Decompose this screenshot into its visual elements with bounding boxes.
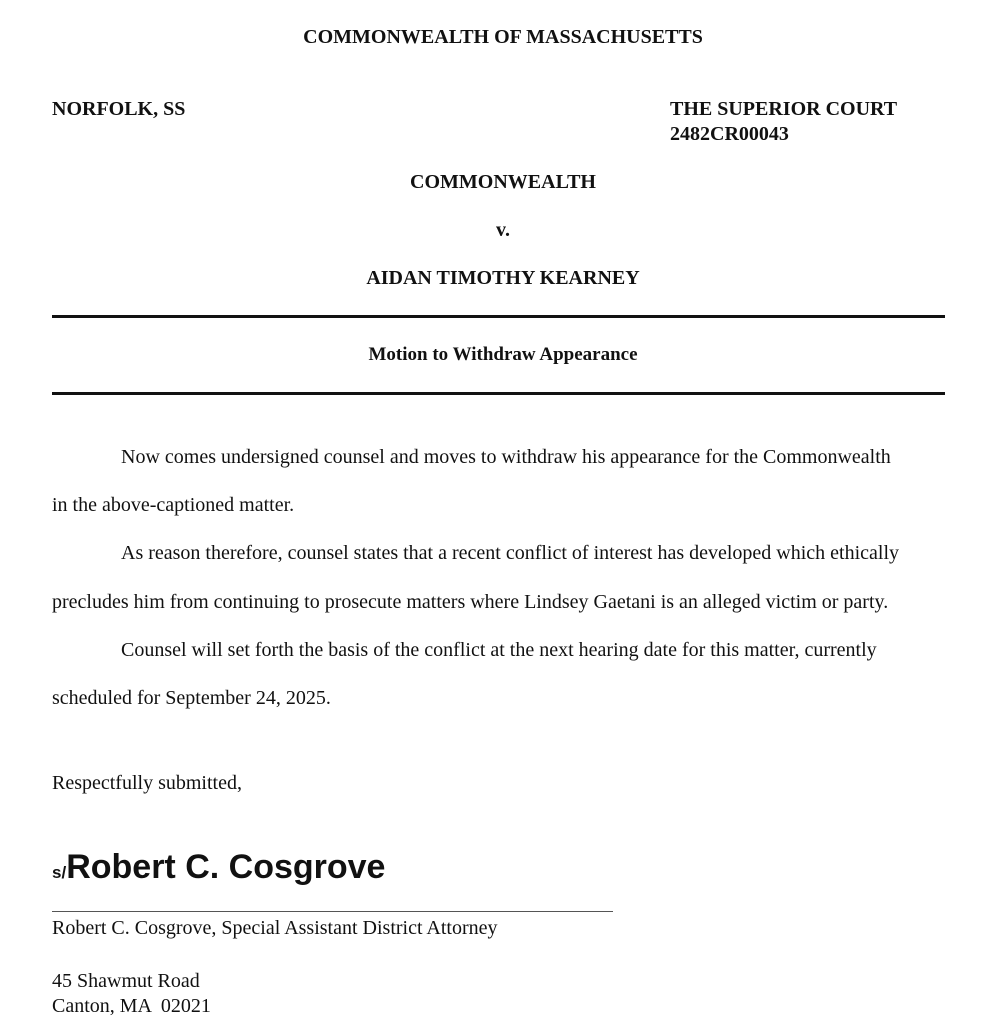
caption-versus: v. <box>496 219 510 241</box>
jurisdiction-heading: COMMONWEALTH OF MASSACHUSETTS <box>303 26 703 48</box>
address-line-1: 45 Shawmut Road <box>52 970 200 992</box>
signature-line <box>52 911 613 912</box>
paragraph-3-line-2: scheduled for September 24, 2025. <box>52 687 331 709</box>
closing-phrase: Respectfully submitted, <box>52 772 242 794</box>
signature-block <box>52 848 385 887</box>
paragraph-1-line-1: Now comes undersigned counsel and moves to withdraw his appearance for the Commonwealth <box>121 446 891 468</box>
address-line-2: Canton, MA 02021 <box>52 995 211 1017</box>
paragraph-2-line-1: As reason therefore, counsel states that a recent conflict of interest has developed which ethically <box>121 542 900 564</box>
county-label: NORFOLK, SS <box>52 98 186 120</box>
court-name: THE SUPERIOR COURT <box>670 98 898 120</box>
signature-name: Robert C. Cosgrove <box>66 848 386 886</box>
motion-title: Motion to Withdraw Appearance <box>368 344 638 365</box>
bottom-rule <box>52 392 945 395</box>
paragraph-1-line-2: in the above-captioned matter. <box>52 494 295 516</box>
paragraph-3-line-1: Counsel will set forth the basis of the conflict at the next hearing date for this matter, currently <box>121 639 877 661</box>
printed-name-title: Robert C. Cosgrove, Special Assistant District Attorney <box>52 917 498 939</box>
docket-number: 2482CR00043 <box>670 123 789 145</box>
caption-plaintiff: COMMONWEALTH <box>410 171 596 193</box>
signature-prefix: s/ <box>52 863 67 882</box>
paragraph-2-line-2: precludes him from continuing to prosecute matters where Lindsey Gaetani is an alleged victim or party. <box>52 591 889 613</box>
top-rule <box>52 315 945 318</box>
caption-defendant: AIDAN TIMOTHY KEARNEY <box>366 267 640 289</box>
